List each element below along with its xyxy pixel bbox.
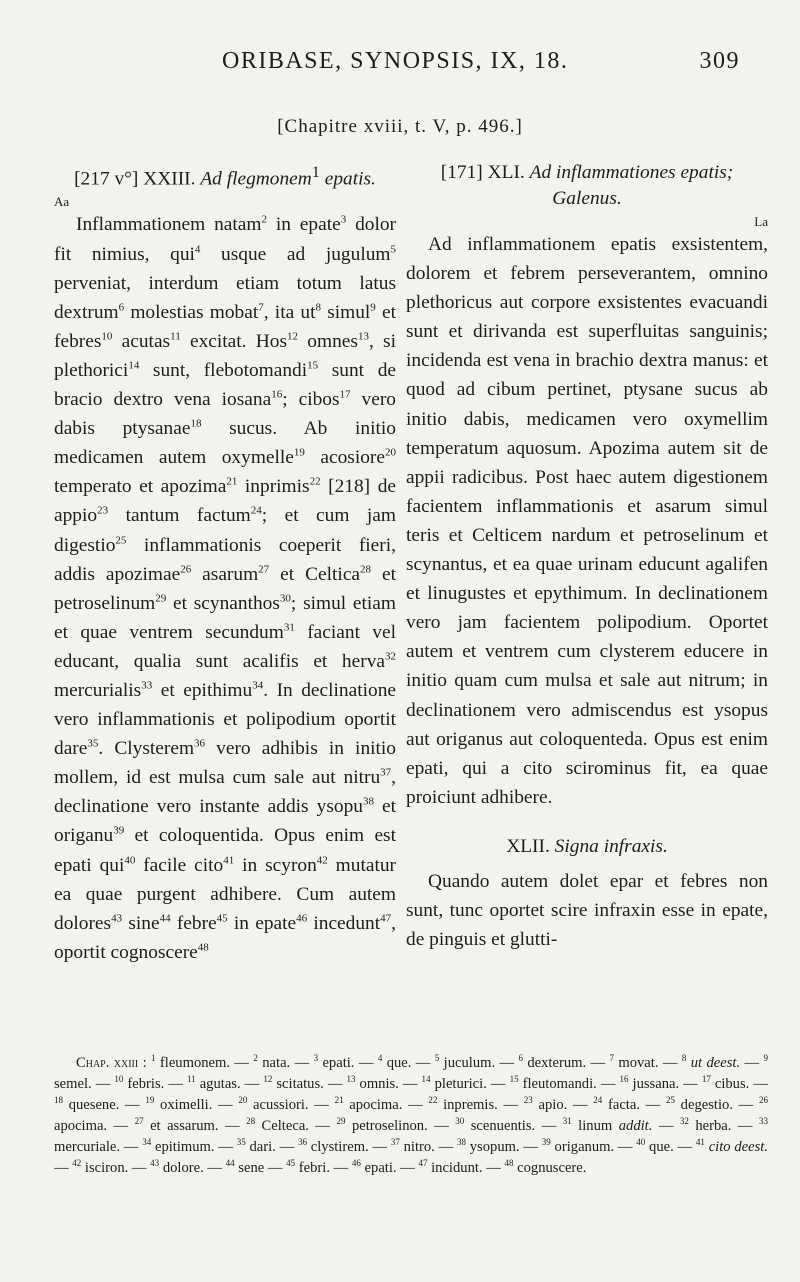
right-margin-letters: La <box>754 214 768 229</box>
left-body-text: Inflammationem natam$^2$ in epate$^3$ dolor fit nimius, qui$^4$ usque ad jugulum$^5$ perveniat, interdum etiam totum latus dextrum$^6$ molestias mobat$^7$, ita $ut^8$ simul$^9$ et febres$^{10}$ acutas$^{11}$ excitat. Hos$^{12}$ omnes$^{13}$, si plethorici$^{14}$ sunt, flebotomandi$^{15}$ sunt de bracio dextro vena iosana$^{16}$; cibos$^{17}$ vero dabis ptysanae$^{18}$ sucus. Ab initio medicamen autem oxymelle$^{19}$ acosiore$^{20}$ temperato et apozima$^{21}$ inprimis$^{22}$ [218] de appio$^{23}$ tantum factum$^{24}$; et cum jam digestio$^{25}$ inflammationis coeperit fieri, addis apozimae$^{26}$ asarum$^{27}$ et Celtica$^{28}$ et petroselinum$^{29}$ et scynanthos$^{30}$; simul etiam et quae ventrem secundum$^{31}$ faciant vel educant, qualia sunt acalifis et herva$^{32}$ mercurialis$^{33}$ et epithimu$^{34}$. In declinatione vero inflammationis et polipodium oportit dare$^{35}$. Clysterem$^{36}$ vero adhibis in initio mollem, id est mulsa cum sale aut nitru$^{37}$, declinatione vero instante addis ysopu$^{38}$ et origanu$^{39}$ et coloquentida. Opus enim est epati qui$^{40}$ facile cito$^{41}$ in scyron$^{42}$ mutatur ea quae purgent adhibere. Cum autem dolores$^{43}$ sine$^{44}$ febre$^{45}$ in epate$^{46}$ incedunt$^{47}$, oportit cognoscere$^{48}$ <box>54 214 397 963</box>
right-body-text-2: Quando autem dolet epar et febres non sunt, tunc oportet scire infraxin esse in epate, de pinguis et glutti- <box>406 870 768 951</box>
right-chapter-heading <box>406 160 768 212</box>
running-head-title: ORIBASE, SYNOPSIS, IX, 18. <box>222 48 569 74</box>
right-body-text: Ad inflammationem epatis exsistentem, dolorem et febrem perseverantem, omnino plethoricus aut corpore exsistentes evacuandi sunt et dirivanda est superfluitas sanguinis; incidenda est vena in brachio dextra manus: et quod ad cibum pertinet, ptysane sucus ab initio dabis, medicamen vero oxymellim temperatum aquosum. Apozima autem sit de appii radicibus. Post haec autem digestionem facientem inflammationis et asarum simul teris et Celticem nardum et petroselinum et scynantus, et ea quae urinam educunt agalifen et linugustes et epythimum. In declinationem vero jam facientem polipodium. Oportet autem et ventrem cum clysterem educere in initio quam cum mulsa et sale aut nitrum; in declinationem vero admiscendus est ysopus aut origanus aut coloquenteda. Opus est enim epati, qui a cito scirominus fit, ea quae proiciunt adhibere. <box>406 234 768 808</box>
chapter-reference: [Chapitre xviii, t. V, p. 496.] <box>277 116 523 137</box>
right-heading-title: Ad inflammationes epatis; Galenus. <box>529 162 734 209</box>
page-number: 309 <box>699 48 740 74</box>
left-heading-tail: epatis. <box>324 168 376 190</box>
left-heading-sup: 1 <box>311 164 320 181</box>
right-column <box>406 160 768 954</box>
left-heading-title: Ad flegmonem <box>200 168 312 190</box>
left-heading-ref: [217 v°] XXIII. <box>74 168 196 190</box>
footnote-text: $^1$ fleumonem. — $^2$ nata. — $^3$ epati. — $^4$ que. — $^5$ juculum. — $^6$ dexterum. — $^7$ movat. — $^8$ ut deest. — $^9$ semel. — $^{10}$ febris. — $^{11}$ agutas. — $^{12}$ scitatus. — $^{13}$ omnis. — $^{14}$ pleturici. — $^{15}$ fleutomandi. — $^{16}$ jussana. — $^{17}$ cibus. — $^{18}$ quesene. — $^{19}$ oximelli. — $^{20}$ acussiori. — $^{21}$ apocima. — $^{22}$ inpremis. — $^{23}$ apio. — $^{24}$ facta. — $^{25}$ degestio. — $^{26}$ apocima. — $^{27}$ et assarum. — $^{28}$ Celteca. — $^{29}$ petroselinon. — $^{30}$ scenuentis. — $^{31}$ linum addit. — $^{32}$ herba. — $^{33}$ mercuriale. — $^{34}$ epitimum. — $^{35}$ dari. — $^{36}$ clystirem. — $^{37}$ nitro. — $^{38}$ ysopum. — $^{39}$ origanum. — $^{40}$ que. — $^{41}$ cito deest. — $^{42}$ isciron. — $^{43}$ dolore. — $^{44}$ sene — $^{45}$ febri. — $^{46}$ epati. — $^{47}$ incidunt. — $^{48}$ cognuscere. <box>54 1053 768 1177</box>
footnote-chapter-label: Chap. xxiii : <box>76 1055 147 1071</box>
left-chapter-heading <box>54 160 396 192</box>
left-column <box>54 160 396 967</box>
right-heading-ref: [171] XLI. <box>440 162 525 183</box>
running-head <box>0 48 800 82</box>
footnotes <box>54 1053 768 1180</box>
sub-heading-number: XLII. <box>506 835 550 857</box>
left-margin-letters: Aa <box>54 194 70 210</box>
sub-heading-title: Signa infraxis. <box>554 835 668 857</box>
right-sub-heading <box>406 832 768 861</box>
